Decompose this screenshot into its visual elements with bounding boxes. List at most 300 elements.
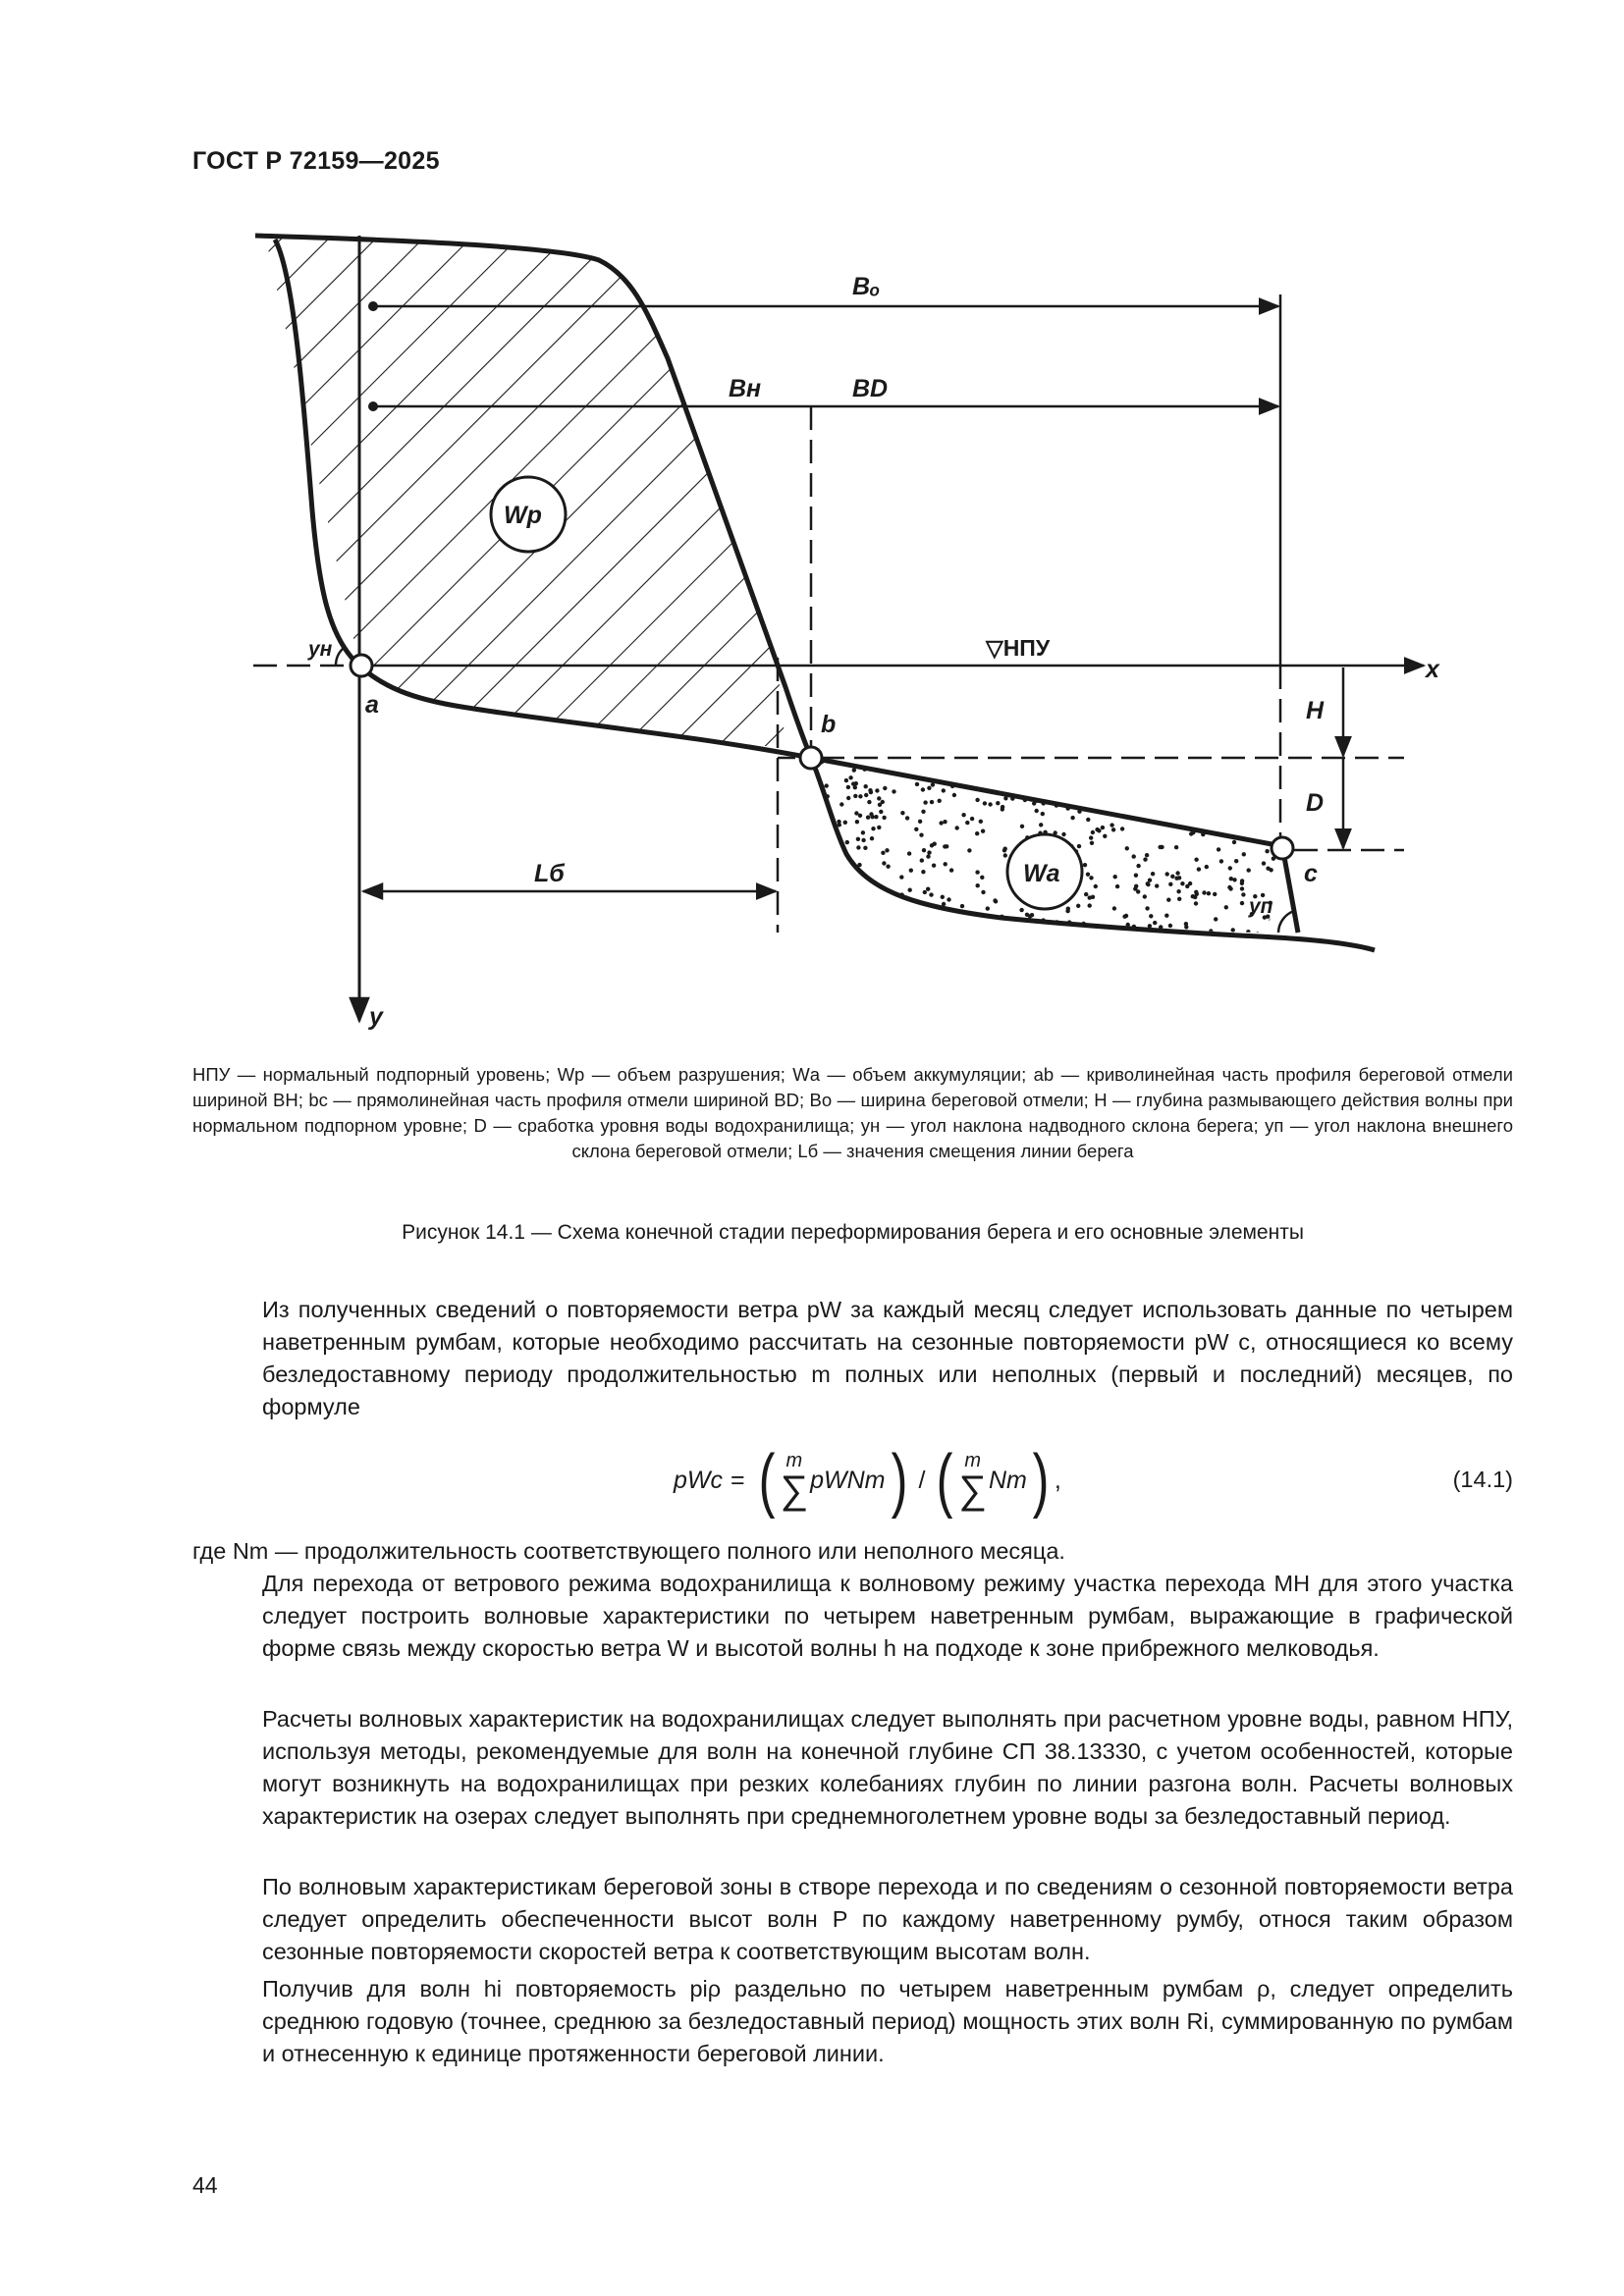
stipple-dot	[1264, 790, 1268, 794]
stipple-dot	[1085, 790, 1089, 794]
stipple-dot	[1143, 894, 1147, 898]
stipple-dot	[825, 783, 829, 787]
stipple-dot	[1003, 847, 1007, 851]
stipple-dot	[930, 843, 934, 847]
stipple-dot	[862, 759, 866, 763]
stipple-dot	[952, 793, 956, 797]
stipple-dot	[926, 854, 930, 858]
label-point-b: b	[821, 711, 837, 738]
stipple-dot	[920, 858, 924, 862]
stipple-dot	[956, 921, 960, 925]
stipple-dot	[1031, 784, 1035, 788]
stipple-dot	[939, 821, 943, 825]
stipple-dot	[1080, 789, 1084, 793]
stipple-dot	[813, 844, 817, 848]
stipple-dot	[1278, 759, 1282, 763]
stipple-dot	[859, 888, 863, 892]
label-b-o: Bₒ	[852, 273, 881, 300]
stipple-dot	[1127, 793, 1131, 797]
stipple-dot	[846, 796, 850, 800]
stipple-dot	[959, 924, 963, 928]
document-header: ГОСТ Р 72159—2025	[192, 147, 440, 175]
stipple-dot	[848, 775, 852, 779]
stipple-dot	[992, 773, 996, 776]
stipple-dot	[1187, 805, 1191, 809]
formula-sum-2: m ∑	[958, 1450, 987, 1512]
stipple-dot	[938, 767, 942, 771]
stipple-dot	[976, 883, 980, 887]
stipple-dot	[885, 848, 889, 852]
point-a-marker	[351, 655, 372, 676]
stipple-dot	[1194, 890, 1198, 894]
stipple-dot	[815, 861, 819, 865]
stipple-dot	[1234, 799, 1238, 803]
stipple-dot	[1132, 773, 1136, 776]
stipple-dot	[882, 861, 886, 865]
stipple-dot	[1194, 901, 1198, 905]
stipple-dot	[1247, 868, 1251, 872]
label-point-c: c	[1304, 860, 1318, 887]
stipple-dot	[938, 799, 942, 803]
stipple-dot	[1021, 788, 1025, 792]
stipple-dot	[1244, 777, 1248, 781]
paragraph-6-text: Получив для волн hi повторяемость piρ раздельно по четырем наветренным румбам ρ, следует определить среднюю годовую (точнее, среднюю за безледоставный период) мощность этих волн Ri, суммированную по румбам и отнесенную к единице протяженности береговой линии.	[262, 1976, 1513, 2066]
stipple-dot	[921, 907, 925, 911]
stipple-dot	[822, 911, 826, 915]
label-depth-d: D	[1306, 789, 1325, 817]
stipple-dot	[1025, 913, 1029, 917]
stipple-dot	[858, 794, 862, 798]
stipple-dot	[822, 812, 826, 816]
stipple-dot	[918, 820, 922, 824]
stipple-dot	[1034, 927, 1038, 931]
stipple-dot	[929, 892, 933, 896]
stipple-dot	[975, 870, 979, 874]
formula-body	[674, 1441, 1061, 1520]
formula-sum-1: m ∑	[780, 1450, 809, 1512]
stipple-dot	[827, 858, 831, 862]
stipple-dot	[856, 890, 860, 894]
stipple-dot	[1174, 877, 1178, 881]
stipple-dot	[1134, 874, 1138, 878]
stipple-dot	[1110, 799, 1113, 803]
stipple-dot	[816, 821, 820, 825]
label-y-n: yн	[308, 638, 333, 661]
stipple-dot	[1240, 901, 1244, 905]
formula-divide: /	[918, 1466, 926, 1494]
stipple-dot	[1158, 775, 1162, 779]
stipple-dot	[1260, 816, 1264, 820]
stipple-dot	[829, 907, 833, 911]
stipple-dot	[1076, 904, 1080, 908]
stipple-dot	[892, 789, 895, 793]
stipple-dot	[873, 888, 877, 892]
stipple-dot	[944, 862, 947, 866]
paragraph-5	[192, 1871, 1513, 1968]
stipple-dot	[1227, 885, 1231, 889]
stipple-dot	[1197, 867, 1201, 871]
stipple-dot	[923, 800, 927, 804]
stipple-dot	[908, 888, 912, 892]
stipple-dot	[843, 821, 847, 825]
stipple-dot	[1120, 827, 1124, 830]
stipple-dot	[869, 790, 873, 794]
stipple-dot	[975, 798, 979, 802]
stipple-dot	[893, 900, 896, 904]
stipple-dot	[949, 868, 953, 872]
stipple-dot	[1010, 776, 1014, 780]
stipple-dot	[1139, 780, 1143, 784]
stipple-dot	[1105, 781, 1109, 785]
stipple-dot	[872, 900, 876, 904]
stipple-dot	[1202, 890, 1206, 894]
stipple-dot	[1089, 876, 1093, 880]
stipple-dot	[1035, 809, 1039, 813]
stipple-dot	[827, 926, 831, 930]
stipple-dot	[1168, 924, 1172, 928]
stipple-dot	[914, 828, 918, 831]
label-y-axis: y	[369, 1003, 383, 1031]
paragraph-3-text: Для перехода от ветрового режима водохранилища к волновому режиму участка перехода МН для этого участка следует построить волновые характеристики по четырем наветренным румбам, выражающие в графической форме связь между скоростью ветра W и высотой волны h на подходе к зоне прибрежного мелководья.	[262, 1571, 1513, 1661]
stipple-dot	[1155, 883, 1159, 887]
stipple-dot	[1237, 774, 1241, 778]
stipple-dot	[981, 890, 985, 894]
stipple-dot	[1202, 769, 1206, 773]
stipple-dot	[1130, 810, 1134, 814]
stipple-dot	[1188, 881, 1192, 885]
label-w-a: Wа	[1023, 860, 1060, 887]
figure-legend: НПУ — нормальный подпорный уровень; Wр — объем разрушения; Wа — объем аккумуляции; ab — криволинейная часть профиля береговой отмели шириной BH; bc — прямолинейная часть профиля отмели шириной BD; Bо — ширина береговой отмели; H — глубина размывающего действия волны при нормальном подпорном уровне; D — сработка уровня воды водохранилища; yн — угол наклона надводного склона берега; yп — угол наклона внешнего склона береговой отмели; Lб — значения смещения линии берега	[192, 1064, 1513, 1161]
stipple-dot	[1164, 779, 1167, 783]
stipple-dot	[1137, 788, 1141, 792]
stipple-dot	[869, 812, 873, 816]
stipple-dot	[1103, 834, 1107, 838]
stipple-dot	[1272, 771, 1275, 774]
stipple-dot	[1214, 917, 1218, 921]
stipple-dot	[1015, 923, 1019, 927]
paragraph-5-text: По волновым характеристикам береговой зоны в створе перехода и по сведениям о сезонной повторяемости ветра следует определить обеспеченности высот волн P по каждому наветренному румбу, относя таким образом сезонные повторяемости скоростей ветра к соответствующим высотам волн.	[262, 1874, 1513, 1964]
stipple-dot	[1041, 812, 1045, 816]
stipple-dot	[1242, 852, 1246, 856]
stipple-dot	[1061, 832, 1065, 836]
label-point-a: a	[365, 691, 379, 719]
stipple-dot	[822, 818, 826, 822]
formula-tail: ,	[1054, 1466, 1061, 1494]
stipple-dot	[819, 800, 823, 804]
formula-lhs: pWc	[674, 1466, 723, 1494]
stipple-dot	[941, 895, 945, 899]
stipple-dot	[932, 864, 936, 868]
stipple-dot	[1148, 879, 1152, 882]
stipple-dot	[877, 796, 881, 800]
stipple-dot	[939, 930, 943, 934]
stipple-dot	[1041, 774, 1045, 778]
stipple-dot	[875, 788, 879, 792]
stipple-dot	[864, 793, 868, 797]
stipple-dot	[1090, 841, 1094, 845]
stipple-dot	[1119, 796, 1123, 800]
stipple-dot	[856, 837, 860, 841]
paragraph-2	[192, 1535, 1513, 1568]
paragraph-4-text: Расчеты волновых характеристик на водохранилищах следует выполнять при расчетном уровне воды, равном НПУ, используя методы, рекомендуемые для волн на конечной глубине СП 38.13330, с учетом особенностей, которые могут возникнуть на водохранилищах при резких колебаниях глубин по линии разгона волн. Расчеты волновых характеристик на озерах следует выполнять при среднемноголетнем уровне воды за безледоставный период.	[262, 1706, 1513, 1829]
stipple-dot	[1138, 776, 1142, 780]
stipple-dot	[1061, 927, 1065, 931]
stipple-dot	[1174, 845, 1178, 849]
stipple-dot	[1184, 925, 1188, 929]
stipple-dot	[1090, 768, 1094, 772]
stipple-dot	[879, 892, 883, 896]
stipple-dot	[1230, 765, 1234, 769]
stipple-dot	[927, 850, 931, 854]
stipple-dot	[900, 811, 904, 815]
stipple-dot	[965, 821, 969, 825]
stipple-dot	[985, 771, 989, 774]
stipple-dot	[893, 763, 896, 767]
point-b-marker	[800, 747, 822, 769]
stipple-dot	[1232, 840, 1236, 844]
stipple-dot	[943, 844, 947, 848]
stipple-dot	[922, 848, 926, 852]
formula-left-paren: (	[758, 1441, 775, 1520]
stipple-dot	[1103, 767, 1107, 771]
stipple-dot	[1003, 853, 1007, 857]
stipple-dot	[849, 916, 853, 920]
stipple-dot	[846, 785, 850, 789]
stipple-dot	[961, 760, 965, 764]
stipple-dot	[945, 764, 948, 768]
stipple-dot	[1123, 770, 1127, 774]
stipple-dot	[993, 898, 997, 902]
stipple-dot	[1235, 804, 1239, 808]
stipple-dot	[1020, 770, 1024, 774]
stipple-dot	[1136, 864, 1140, 868]
stipple-dot	[1257, 783, 1261, 787]
stipple-dot	[1231, 928, 1235, 932]
stipple-dot	[1133, 886, 1137, 890]
stipple-dot	[863, 846, 867, 850]
stipple-dot	[1177, 897, 1181, 901]
stipple-dot	[1183, 806, 1187, 810]
stipple-dot	[1030, 913, 1034, 917]
stipple-dot	[1095, 828, 1099, 831]
stipple-dot	[1107, 802, 1110, 806]
stipple-dot	[1175, 871, 1179, 875]
stipple-dot	[1217, 847, 1220, 851]
stipple-dot	[841, 916, 845, 920]
stipple-dot	[818, 818, 822, 822]
page-number: 44	[192, 2172, 218, 2198]
stipple-dot	[1240, 886, 1244, 890]
stipple-dot	[935, 913, 939, 917]
stipple-dot	[859, 897, 863, 901]
stipple-dot	[1145, 906, 1149, 910]
label-npu: ▽НПУ	[986, 635, 1051, 661]
stipple-dot	[1160, 845, 1164, 849]
stipple-dot	[1049, 780, 1053, 784]
stipple-dot	[1219, 859, 1223, 863]
stipple-dot	[977, 759, 981, 763]
stipple-dot	[1163, 795, 1166, 799]
stipple-dot	[1165, 872, 1169, 876]
stipple-dot	[1094, 781, 1098, 785]
stipple-dot	[1069, 935, 1073, 939]
stipple-dot	[979, 820, 983, 824]
stipple-dot	[1207, 891, 1211, 895]
stipple-dot	[1090, 931, 1094, 934]
stipple-dot	[1038, 934, 1042, 937]
stipple-dot	[1145, 759, 1149, 763]
stipple-dot	[1214, 761, 1218, 765]
stipple-dot	[1159, 784, 1163, 788]
stipple-dot	[1180, 881, 1184, 885]
stipple-dot	[1272, 788, 1276, 792]
stipple-dot	[827, 865, 831, 869]
stipple-dot	[1056, 789, 1060, 793]
stipple-dot	[860, 914, 864, 918]
stipple-dot	[1151, 872, 1155, 876]
stipple-dot	[921, 870, 925, 874]
stipple-dot	[861, 923, 865, 927]
stipple-dot	[1001, 805, 1004, 809]
stipple-dot	[925, 916, 929, 920]
stipple-dot	[1229, 877, 1233, 881]
stipple-dot	[1084, 892, 1088, 896]
point-c-marker	[1272, 837, 1293, 859]
stipple-dot	[1171, 793, 1175, 797]
paragraph-1	[192, 1294, 1513, 1423]
stipple-dot	[1086, 818, 1090, 822]
formula-numerator: pWNm	[810, 1466, 886, 1494]
stipple-dot	[1112, 906, 1116, 910]
stipple-dot	[1241, 892, 1245, 896]
stipple-dot	[942, 935, 946, 939]
stipple-dot	[961, 813, 965, 817]
stipple-dot	[870, 836, 874, 840]
stipple-dot	[850, 924, 854, 928]
stipple-dot	[895, 765, 899, 769]
stipple-dot	[983, 801, 987, 805]
stipple-dot	[1181, 802, 1185, 806]
stipple-dot	[955, 826, 959, 829]
stipple-dot	[893, 906, 896, 910]
stipple-dot	[1091, 895, 1095, 899]
stipple-dot	[1033, 935, 1037, 939]
stipple-dot	[900, 911, 904, 915]
stipple-dot	[866, 816, 870, 820]
stipple-dot	[874, 815, 878, 819]
stipple-dot	[969, 761, 973, 765]
stipple-dot	[1193, 895, 1197, 899]
stipple-dot	[1145, 853, 1149, 857]
stipple-dot	[1252, 797, 1256, 801]
stipple-dot	[867, 800, 871, 804]
stipple-dot	[1105, 774, 1109, 777]
paragraph-1-text: Из полученных сведений о повторяемости ветра pW за каждый месяц следует использовать данные по четырем наветренным румбам, которые необходимо рассчитать на сезонные повторяемости pW c, относящиеся ко всему безледоставному периоду продолжительностью m полных или неполных (первый и последний) месяцев, по формуле	[262, 1297, 1513, 1419]
stipple-dot	[851, 781, 855, 785]
stipple-dot	[1173, 771, 1177, 774]
stipple-dot	[861, 830, 865, 834]
stipple-dot	[943, 820, 947, 824]
stipple-dot	[1065, 909, 1069, 913]
stipple-dot	[1046, 765, 1050, 769]
stipple-dot	[1274, 823, 1278, 827]
stipple-dot	[927, 786, 931, 790]
stipple-dot	[871, 827, 875, 830]
stipple-dot	[1094, 884, 1098, 888]
stipple-dot	[1021, 772, 1025, 775]
stipple-dot	[1228, 779, 1232, 783]
stipple-dot	[1088, 903, 1092, 907]
stipple-dot	[1153, 921, 1157, 925]
stipple-dot	[960, 767, 964, 771]
stipple-dot	[834, 899, 838, 903]
stipple-dot	[1263, 815, 1267, 819]
stipple-dot	[1022, 787, 1026, 791]
stipple-dot	[1211, 782, 1215, 786]
stipple-dot	[841, 890, 845, 894]
formula-right-paren: )	[891, 1441, 907, 1520]
stipple-dot	[1070, 816, 1074, 820]
paragraph-6	[192, 1973, 1513, 2070]
stipple-dot	[879, 810, 883, 814]
stipple-dot	[901, 931, 905, 934]
stipple-dot	[1210, 773, 1214, 776]
stipple-dot	[850, 915, 854, 919]
stipple-dot	[981, 829, 985, 833]
paragraph-2-text: где Nm — продолжительность соответствующего полного или неполного месяца.	[192, 1538, 1065, 1564]
stipple-dot	[1214, 762, 1218, 766]
stipple-dot	[1141, 760, 1145, 764]
stipple-dot	[813, 837, 817, 841]
stipple-dot	[1210, 936, 1214, 940]
label-l-b: Lб	[534, 860, 565, 887]
stipple-dot	[923, 890, 927, 894]
stipple-dot	[1189, 831, 1193, 835]
stipple-dot	[1083, 863, 1087, 867]
stipple-dot	[1081, 795, 1085, 799]
stipple-dot	[886, 865, 890, 869]
stipple-dot	[905, 816, 909, 820]
stipple-dot	[997, 762, 1001, 766]
stipple-dot	[951, 937, 955, 941]
stipple-dot	[855, 935, 859, 939]
stipple-dot	[921, 787, 925, 791]
stipple-dot	[1123, 783, 1127, 787]
stipple-dot	[1143, 857, 1147, 861]
stipple-dot	[1269, 868, 1272, 872]
stipple-dot	[919, 833, 923, 837]
stipple-dot	[970, 817, 974, 821]
label-w-p: Wр	[504, 502, 542, 529]
stipple-dot	[1058, 796, 1062, 800]
y-p-angle-arc	[1278, 911, 1294, 933]
stipple-dot	[826, 867, 830, 871]
stipple-dot	[1091, 830, 1095, 834]
stipple-dot	[1122, 770, 1126, 774]
stipple-dot	[1234, 859, 1238, 863]
stipple-dot	[991, 782, 995, 786]
stipple-dot	[876, 904, 880, 908]
stipple-dot	[869, 909, 873, 913]
stipple-dot	[1077, 844, 1081, 848]
stipple-dot	[1025, 773, 1029, 776]
stipple-dot	[845, 840, 849, 844]
stipple-dot	[1241, 791, 1245, 795]
stipple-dot	[1129, 807, 1133, 811]
stipple-dot	[1267, 774, 1271, 778]
formula-number: (14.1)	[1452, 1467, 1513, 1492]
stipple-dot	[1111, 782, 1115, 786]
